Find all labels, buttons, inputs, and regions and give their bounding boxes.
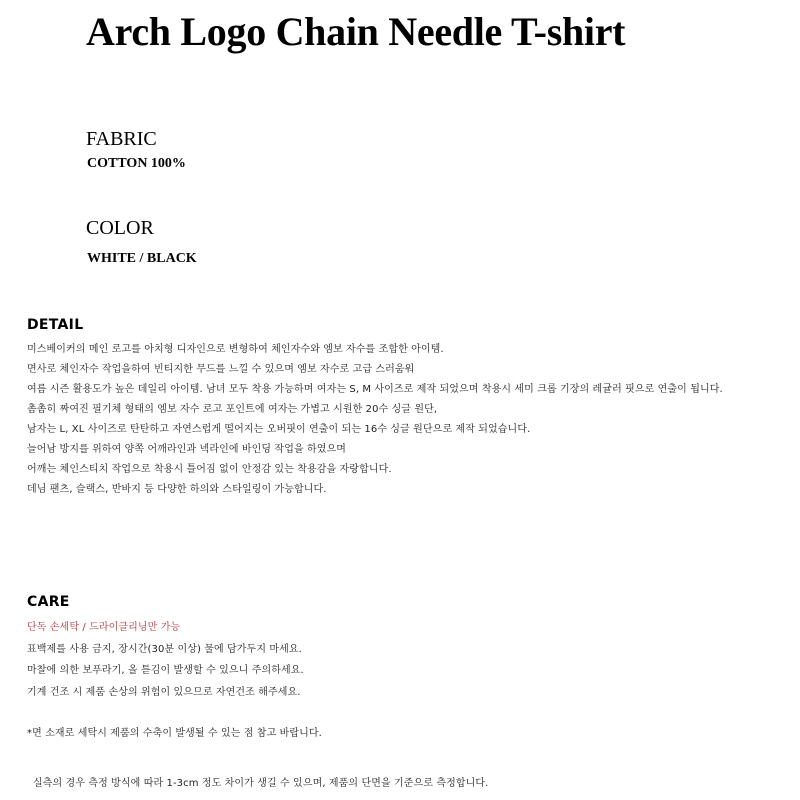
care-line: 기계 건조 시 제품 손상의 위험이 있으므로 자연건조 해주세요. — [27, 687, 301, 698]
care-heading: CARE — [27, 594, 70, 610]
detail-line: 데님 팬츠, 슬랙스, 반바지 등 다양한 하의와 스타일링이 가능합니다. — [27, 484, 327, 495]
detail-line: 여름 시즌 활용도가 높은 데일리 아이템. 남녀 모두 착용 가능하며 여자는 S, M 사이즈로 제작 되었으며 착용시 세미 크롭 기장의 레귤러 핏으로 연출이 됩니다. — [27, 384, 723, 395]
care-highlight: 단독 손세탁 / 드라이클리닝만 가능 — [27, 622, 181, 633]
care-line: 마찰에 의한 보푸라기, 올 튿김이 발생할 수 있으니 주의하세요. — [27, 665, 304, 676]
fabric-heading: FABRIC — [86, 128, 157, 150]
fabric-value: COTTON 100% — [87, 156, 186, 171]
product-title: Arch Logo Chain Needle T-shirt — [86, 9, 626, 54]
color-value: WHITE / BLACK — [87, 251, 197, 266]
detail-line: 늘어남 방지를 위하여 양쪽 어깨라인과 넥라인에 바인딩 작업을 하였으며 — [27, 444, 347, 455]
detail-line: 촘촘히 짜여진 필기체 형태의 엠보 자수 로고 포인트에 여자는 가볍고 시원한 20수 싱글 원단, — [27, 404, 438, 415]
detail-line: 남자는 L, XL 사이즈로 탄탄하고 자연스럽게 떨어지는 오버핏이 연출이 되는 16수 싱글 원단으로 제작 되었습니다. — [27, 424, 531, 435]
detail-line: 면사로 체인자수 작업을하여 빈티지한 무드를 느낄 수 있으며 엠보 자수로 고급 스러움워 — [27, 364, 415, 375]
detail-heading: DETAIL — [27, 317, 84, 333]
care-note: *면 소재로 세탁시 제품의 수축이 발생될 수 있는 점 참고 바랍니다. — [27, 728, 322, 739]
care-line: 표백제를 사용 금지, 장시간(30분 이상) 물에 담가두지 마세요. — [27, 644, 302, 655]
detail-line: 미스베이커의 메인 로고를 아치형 디자인으로 변형하여 체인자수와 엠보 자수를 조합한 아이템. — [27, 344, 444, 355]
color-heading: COLOR — [86, 217, 154, 239]
measurement-note: 실측의 경우 측정 방식에 따라 1-3cm 정도 차이가 생길 수 있으며, 제품의 단면을 기준으로 측정합니다. — [33, 778, 489, 789]
detail-line: 어깨는 체인스티치 작업으로 착용시 틀어짐 없이 안정감 있는 착용감을 자랑합니다. — [27, 464, 392, 475]
